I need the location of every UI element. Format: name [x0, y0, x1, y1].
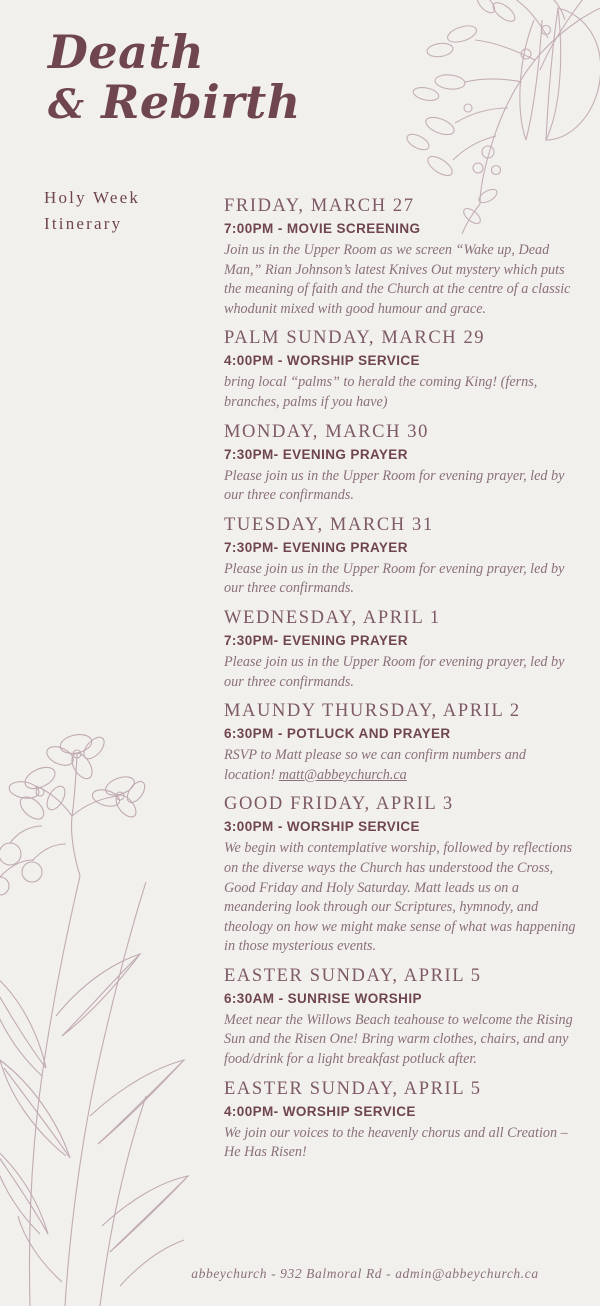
event-time: 3:00PM - WORSHIP SERVICE	[224, 819, 420, 835]
event-time: 7:30PM- EVENING PRAYER	[224, 632, 408, 648]
ampersand-glyph: &	[48, 81, 85, 129]
itinerary-event	[224, 608, 576, 692]
event-day: TUESDAY, MARCH 31	[224, 514, 434, 535]
event-time: 4:00PM- WORSHIP SERVICE	[224, 1103, 416, 1119]
event-description: We begin with contemplative worship, followed by reflections on the diverse ways the Church has understood the Cross, Good Friday and Holy Saturday. Matt leads us on a meandering look through our Scriptures, hymnody, and theology on how we might make sense of what was happening in those mysterious events.	[224, 840, 576, 955]
event-description: Please join us in the Upper Room for evening prayer, led by our three confirmands.	[224, 560, 565, 597]
itinerary-event	[224, 328, 576, 412]
event-description: Please join us in the Upper Room for evening prayer, led by our three confirmands.	[224, 467, 565, 504]
itinerary-event	[224, 1079, 576, 1163]
event-time: 7:00PM - MOVIE SCREENING	[224, 221, 421, 236]
itinerary-event	[224, 422, 576, 506]
event-description: Meet near the Willows Beach teahouse to welcome the Rising Sun and the Risen One! Bring warm clothes, chairs, and any food/drink for a light breakfast potluck after.	[224, 1011, 573, 1068]
event-day: PALM SUNDAY, MARCH 29	[224, 328, 486, 349]
event-time: 7:30PM- EVENING PRAYER	[224, 539, 408, 555]
email-link[interactable]: matt@abbeychurch.ca	[278, 766, 407, 783]
title-line-death: Death	[48, 25, 205, 79]
itinerary-event	[224, 966, 576, 1070]
event-description: We join our voices to the heavenly chorus and all Creation – He Has Risen!	[224, 1124, 568, 1161]
itinerary-event	[224, 196, 576, 319]
event-time: 4:00PM - WORSHIP SERVICE	[224, 353, 420, 369]
subtitle-line-itinerary: Itinerary	[44, 213, 123, 233]
title-word-rebirth: Rebirth	[101, 75, 301, 130]
itinerary-event	[224, 515, 576, 599]
botanical-branch-illustration-bottom	[0, 686, 220, 1306]
event-day: GOOD FRIDAY, APRIL 3	[224, 794, 454, 815]
event-day: MONDAY, MARCH 30	[224, 421, 429, 442]
event-day: WEDNESDAY, APRIL 1	[224, 607, 441, 628]
event-day: EASTER SUNDAY, APRIL 5	[224, 965, 482, 986]
event-description: Join us in the Upper Room as we screen “Wake up, Dead Man,” Rian Johnson’s latest Knives Out mystery which puts the meaning of faith and the Church at the centre of a classic whodunit mixed with good humour and grace.	[224, 242, 571, 317]
footer-contact-text: abbeychurch - 932 Balmoral Rd - admin@abbeychurch.ca	[191, 1266, 539, 1281]
event-day: FRIDAY, MARCH 27	[224, 196, 415, 216]
poster-title	[48, 25, 348, 130]
itinerary-event	[224, 701, 576, 785]
event-description	[224, 746, 576, 785]
poster-subtitle	[44, 185, 224, 236]
itinerary-list	[224, 196, 576, 1172]
event-time: 6:30PM - POTLUCK AND PRAYER	[224, 726, 451, 742]
event-day: MAUNDY THURSDAY, APRIL 2	[224, 701, 521, 722]
event-time: 6:30AM - SUNRISE WORSHIP	[224, 990, 422, 1006]
event-time: 7:30PM- EVENING PRAYER	[224, 446, 408, 462]
event-description: Please join us in the Upper Room for evening prayer, led by our three confirmands.	[224, 653, 565, 690]
event-day: EASTER SUNDAY, APRIL 5	[224, 1078, 482, 1099]
event-description: bring local “palms” to herald the coming King! (ferns, branches, palms if you have)	[224, 374, 538, 410]
subtitle-line-holy-week: Holy Week	[44, 188, 141, 207]
title-line-rebirth	[48, 76, 348, 129]
footer	[0, 1266, 600, 1282]
itinerary-event	[224, 794, 576, 957]
event-description-text: RSVP to Matt please so we can confirm numbers and location!	[224, 747, 526, 783]
